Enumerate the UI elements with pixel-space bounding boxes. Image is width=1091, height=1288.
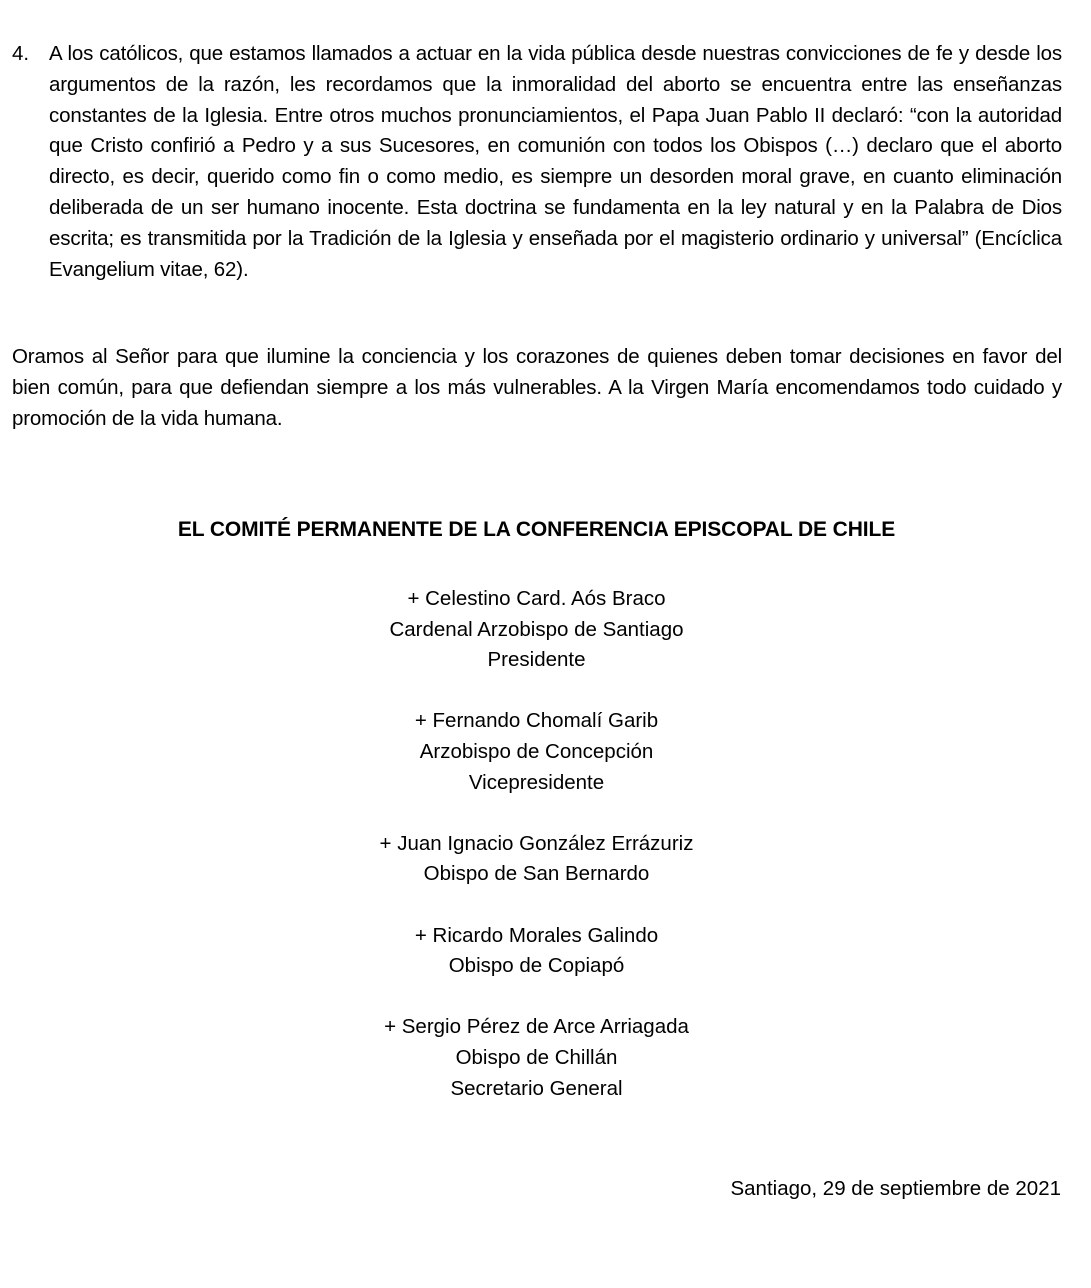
signatory-block bbox=[0, 706, 1073, 798]
signatory-name: + Juan Ignacio González Errázuriz bbox=[379, 831, 694, 855]
signatory-block bbox=[0, 584, 1073, 676]
signatory-block bbox=[0, 1012, 1073, 1104]
paragraph-number: 4. bbox=[12, 42, 30, 65]
numbered-paragraph-4 bbox=[12, 39, 1062, 285]
signatories-list bbox=[0, 584, 1073, 1135]
date-line: Santiago, 29 de septiembre de 2021 bbox=[730, 1177, 1061, 1200]
signatory-name: + Sergio Pérez de Arce Arriagada bbox=[384, 1015, 689, 1039]
signatory-title: Obispo de Copiapó bbox=[448, 954, 625, 978]
signatory-title: Obispo de San Bernardo bbox=[423, 862, 650, 886]
signatory-title: Obispo de Chillán bbox=[455, 1045, 618, 1069]
signatory-title: Cardenal Arzobispo de Santiago bbox=[389, 617, 684, 641]
paragraph-text: A los católicos, que estamos llamados a actuar en la vida pública desde nuestras convicciones de fe y desde los argumentos de la razón, les recordamos que la inmoralidad del aborto se encuentra entre las enseñanzas constantes de la Iglesia. Entre otros muchos pronunciamientos, el Papa Juan Pablo II declaró: “con la autoridad que Cristo confirió a Pedro y a sus Sucesores, en comunión con todos los Obispos (…) declaro que el aborto directo, es decir, querido como fin o como medio, es siempre un desorden moral grave, en cuanto eliminación deliberada de un ser humano inocente. Esta doctrina se fundamenta en la ley natural y en la Palabra de Dios escrita; es transmitida por la Tradición de la Iglesia y enseñada por el magisterio ordinario y universal” (Encíclica Evangelium vitae, 62). bbox=[49, 42, 1062, 281]
signatory-name: + Celestino Card. Aós Braco bbox=[407, 587, 666, 610]
signatory-name: + Fernando Chomalí Garib bbox=[414, 709, 659, 733]
committee-heading: EL COMITÉ PERMANENTE DE LA CONFERENCIA EPISCOPAL DE CHILE bbox=[177, 518, 896, 541]
signatory-title: Arzobispo de Concepción bbox=[419, 739, 654, 763]
signatory-role: Secretario General bbox=[450, 1076, 623, 1100]
signatory-block bbox=[0, 921, 1073, 982]
signatory-block bbox=[0, 829, 1073, 890]
closing-paragraph: Oramos al Señor para que ilumine la conciencia y los corazones de quienes deben tomar decisiones en favor del bien común, para que defiendan siempre a los más vulnerables. A la Virgen María encomendamos todo cuidado y promoción de la vida humana. bbox=[12, 345, 1062, 430]
signatory-role: Presidente bbox=[487, 648, 586, 672]
signatory-role: Vicepresidente bbox=[468, 770, 605, 794]
signatory-name: + Ricardo Morales Galindo bbox=[414, 923, 659, 947]
